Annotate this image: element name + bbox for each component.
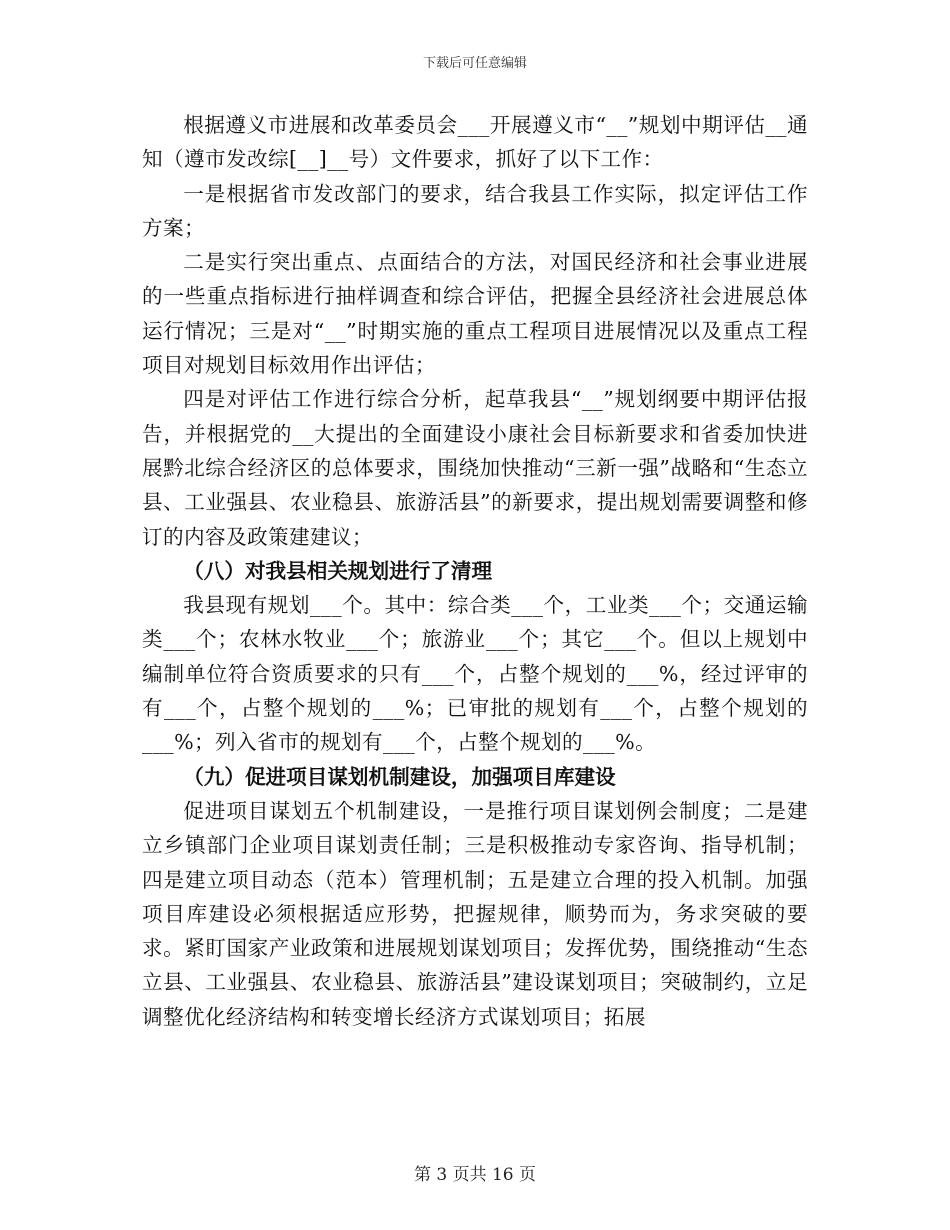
- page-header: 下载后可任意编辑: [422, 56, 527, 71]
- paragraph-project-mechanism: 促进项目谋划五个机制建设，一是推行项目谋划例会制度；二是建立乡镇部门企业项目谋划责任制；三是积极推动专家咨询、指导机制；四是建立项目动态（范本）管理机制；五是建立合理的投入机制。加强项目库建设必须根据适应形势，把握规律，顺势而为，务求突破的要求。紧盯国家产业政策和进展规划谋划项目；发挥优势，围绕推动“生态立县、工业强县、农业稳县、旅游活县”建设谋划项目；突破制约，立足调整优化经济结构和转变增长经济方式谋划项目；拓展: [142, 798, 808, 1029]
- section-heading-eight: （八）对我县相关规划进行了清理: [183, 558, 493, 583]
- paragraph-item-four: 四是对评估工作进行综合分析，起草我县“__”规划纲要中期评估报告，并根据党的__大提出的全面建设小康社会目标新要求和省委加快进展黔北综合经济区的总体要求，围绕加快推动“三新一强”战略和“生态立县、工业强县、农业稳县、旅游活县”的新要求，提出规划需要调整和修订的内容及政策建建议；: [142, 387, 808, 549]
- paragraph-intro: 根据遵义市进展和改革委员会___开展遵义市“__”规划中期评估__通知（遵市发改综[__]__号）文件要求，抓好了以下工作：: [142, 113, 808, 172]
- page-number-footer: 第 3 页共 16 页: [413, 1165, 537, 1185]
- paragraph-plan-statistics: 我县现有规划___个。其中：综合类___个，工业类___个；交通运输类___个；农林水牧业___个；旅游业___个；其它___个。但以上规划中编制单位符合资质要求的只有___个，占整个规划的___%，经过评审的有___个，占整个规划的___%；已审批的规划有___个，占整个规划的___%；列入省市的规划有___个，占整个规划的___%。: [142, 593, 808, 755]
- document-body: [142, 108, 808, 1034]
- paragraph-item-two-three: 二是实行突出重点、点面结合的方法，对国民经济和社会事业进展的一些重点指标进行抽样调查和综合评估，把握全县经济社会进展总体运行情况；三是对“__”时期实施的重点工程项目进展情况以及重点工程项目对规划目标效用作出评估；: [142, 250, 808, 378]
- section-heading-nine: （九）促进项目谋划机制建设，加强项目库建设: [183, 764, 616, 789]
- paragraph-item-one: 一是根据省市发改部门的要求，结合我县工作实际，拟定评估工作方案；: [142, 181, 808, 240]
